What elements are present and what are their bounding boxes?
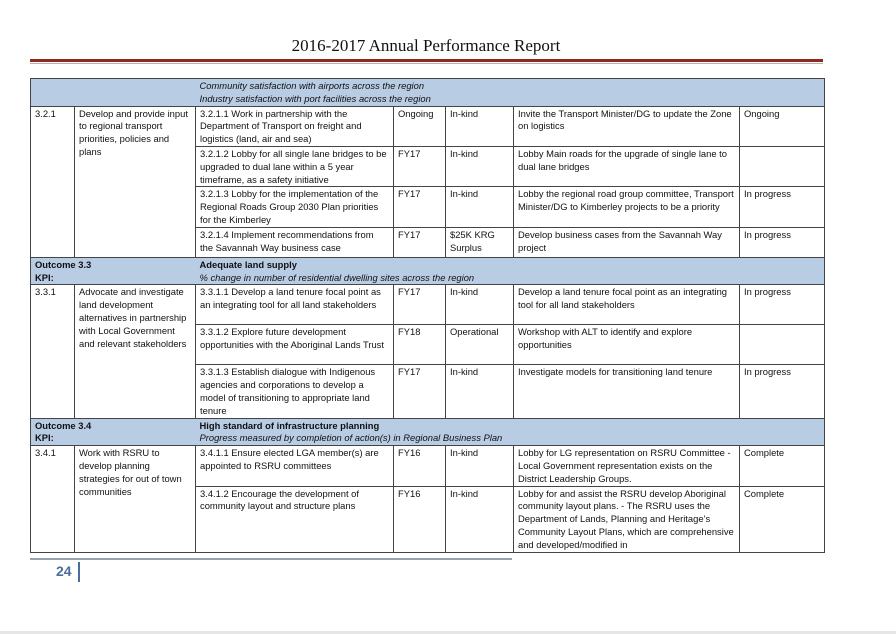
goal-number: 3.4.1 [31, 446, 75, 552]
strategy-cell: Work with RSRU to develop planning strategies for out of town communities [75, 446, 196, 552]
action-cell: 3.4.1.2 Encourage the development of community layout and structure plans [196, 486, 394, 552]
performance-table [30, 78, 825, 553]
status-cell: In progress [740, 285, 825, 325]
action-cell: 3.2.1.2 Lobby for all single lane bridges to be upgraded to dual lane within a 5 year timeframe, as a safety initiative [196, 146, 394, 186]
comment-cell: Develop a land tenure focal point as an integrating tool for all land stakeholders [514, 285, 740, 325]
comment-cell: Invite the Transport Minister/DG to update the Zone on logistics [514, 106, 740, 146]
resource-cell: In-kind [446, 187, 514, 227]
timeframe-cell: FY17 [394, 285, 446, 325]
table-row [31, 285, 825, 325]
kpi-label: KPI: [35, 271, 54, 283]
resource-cell: In-kind [446, 365, 514, 418]
kpi-label: KPI: [35, 432, 54, 444]
title-rule [30, 59, 823, 62]
resource-cell: In-kind [446, 285, 514, 325]
outcome-text-cell [196, 257, 825, 285]
timeframe-cell: FY16 [394, 446, 446, 486]
resource-cell: In-kind [446, 106, 514, 146]
goal-number: 3.3.1 [31, 285, 75, 418]
timeframe-cell: FY16 [394, 486, 446, 552]
timeframe-cell: FY17 [394, 146, 446, 186]
band-kpi-line: Industry satisfaction with port facilities across the region [199, 92, 431, 104]
outcome-label-cell [31, 418, 196, 446]
band-kpi-cell [196, 79, 825, 107]
comment-cell: Investigate models for transitioning land tenure [514, 365, 740, 418]
comment-cell: Develop business cases from the Savannah Way project [514, 227, 740, 257]
action-cell: 3.3.1.2 Explore future development opportunities with the Aboriginal Lands Trust [196, 325, 394, 365]
timeframe-cell: Ongoing [394, 106, 446, 146]
timeframe-cell: FY17 [394, 365, 446, 418]
report-title: 2016-2017 Annual Performance Report [291, 36, 561, 55]
outcome-label: Outcome 3.3 [35, 258, 92, 270]
outcome-kpi: % change in number of residential dwelling sites across the region [199, 271, 475, 283]
title-rule-thin [30, 63, 823, 64]
status-cell: Complete [740, 446, 825, 486]
outcome-heading: High standard of infrastructure planning [199, 419, 380, 431]
goal-number: 3.2.1 [31, 106, 75, 257]
action-cell: 3.4.1.1 Ensure elected LGA member(s) are appointed to RSRU committees [196, 446, 394, 486]
strategy-cell: Advocate and investigate land development alternatives in partnership with Local Government and relevant stakeholders [75, 285, 196, 418]
status-cell: In progress [740, 187, 825, 227]
timeframe-cell: FY17 [394, 227, 446, 257]
status-cell: Ongoing [740, 106, 825, 146]
kpi-band-3-2 [31, 79, 825, 107]
comment-cell: Workshop with ALT to identify and explore opportunities [514, 325, 740, 365]
comment-cell: Lobby for LG representation on RSRU Committee -Local Government representation exists on the District Leadership Groups. [514, 446, 740, 486]
page-number: 24 [56, 563, 72, 579]
band-kpi-line: Community satisfaction with airports across the region [199, 80, 425, 91]
timeframe-cell: FY17 [394, 187, 446, 227]
action-cell: 3.2.1.4 Implement recommendations from the Savannah Way business case [196, 227, 394, 257]
outcome-band-3-3 [31, 257, 825, 285]
action-cell: 3.2.1.1 Work in partnership with the Department of Transport on freight and logistics (land, air and sea) [196, 106, 394, 146]
action-cell: 3.3.1.3 Establish dialogue with Indigenous agencies and corporations to develop a model of transitioning to appropriate land tenure [196, 365, 394, 418]
status-cell [740, 325, 825, 365]
resource-cell: Operational [446, 325, 514, 365]
outcome-text-cell [196, 418, 825, 446]
action-cell: 3.2.1.3 Lobby for the implementation of the Regional Roads Group 2030 Plan priorities for the Kimberley [196, 187, 394, 227]
comment-cell: Lobby Main roads for the upgrade of single lane to dual lane bridges [514, 146, 740, 186]
status-cell: In progress [740, 365, 825, 418]
comment-cell: Lobby for and assist the RSRU develop Aboriginal community layout plans. - The RSRU uses the Department of Lands, Planning and Heritage’s Community Layout Plans, which are comprehensive and developed/modified in [514, 486, 740, 552]
comment-cell: Lobby the regional road group committee, Transport Minister/DG to Kimberley projects to be a priority [514, 187, 740, 227]
outcome-kpi: Progress measured by completion of action(s) in Regional Business Plan [199, 432, 503, 444]
band-label-cell [31, 79, 196, 107]
outcome-label: Outcome 3.4 [35, 419, 92, 431]
resource-cell: $25K KRG Surplus [446, 227, 514, 257]
table-row [31, 106, 825, 146]
timeframe-cell: FY18 [394, 325, 446, 365]
page-number-bar [78, 562, 80, 582]
outcome-label-cell [31, 257, 196, 285]
outcome-band-3-4 [31, 418, 825, 446]
resource-cell: In-kind [446, 486, 514, 552]
resource-cell: In-kind [446, 446, 514, 486]
action-cell: 3.3.1.1 Develop a land tenure focal point as an integrating tool for all land stakeholders [196, 285, 394, 325]
status-cell [740, 146, 825, 186]
strategy-cell: Develop and provide input to regional transport priorities, policies and plans [75, 106, 196, 257]
table-row [31, 446, 825, 486]
status-cell: Complete [740, 486, 825, 552]
outcome-heading: Adequate land supply [199, 258, 297, 270]
footer-rule [30, 558, 512, 560]
status-cell: In progress [740, 227, 825, 257]
resource-cell: In-kind [446, 146, 514, 186]
